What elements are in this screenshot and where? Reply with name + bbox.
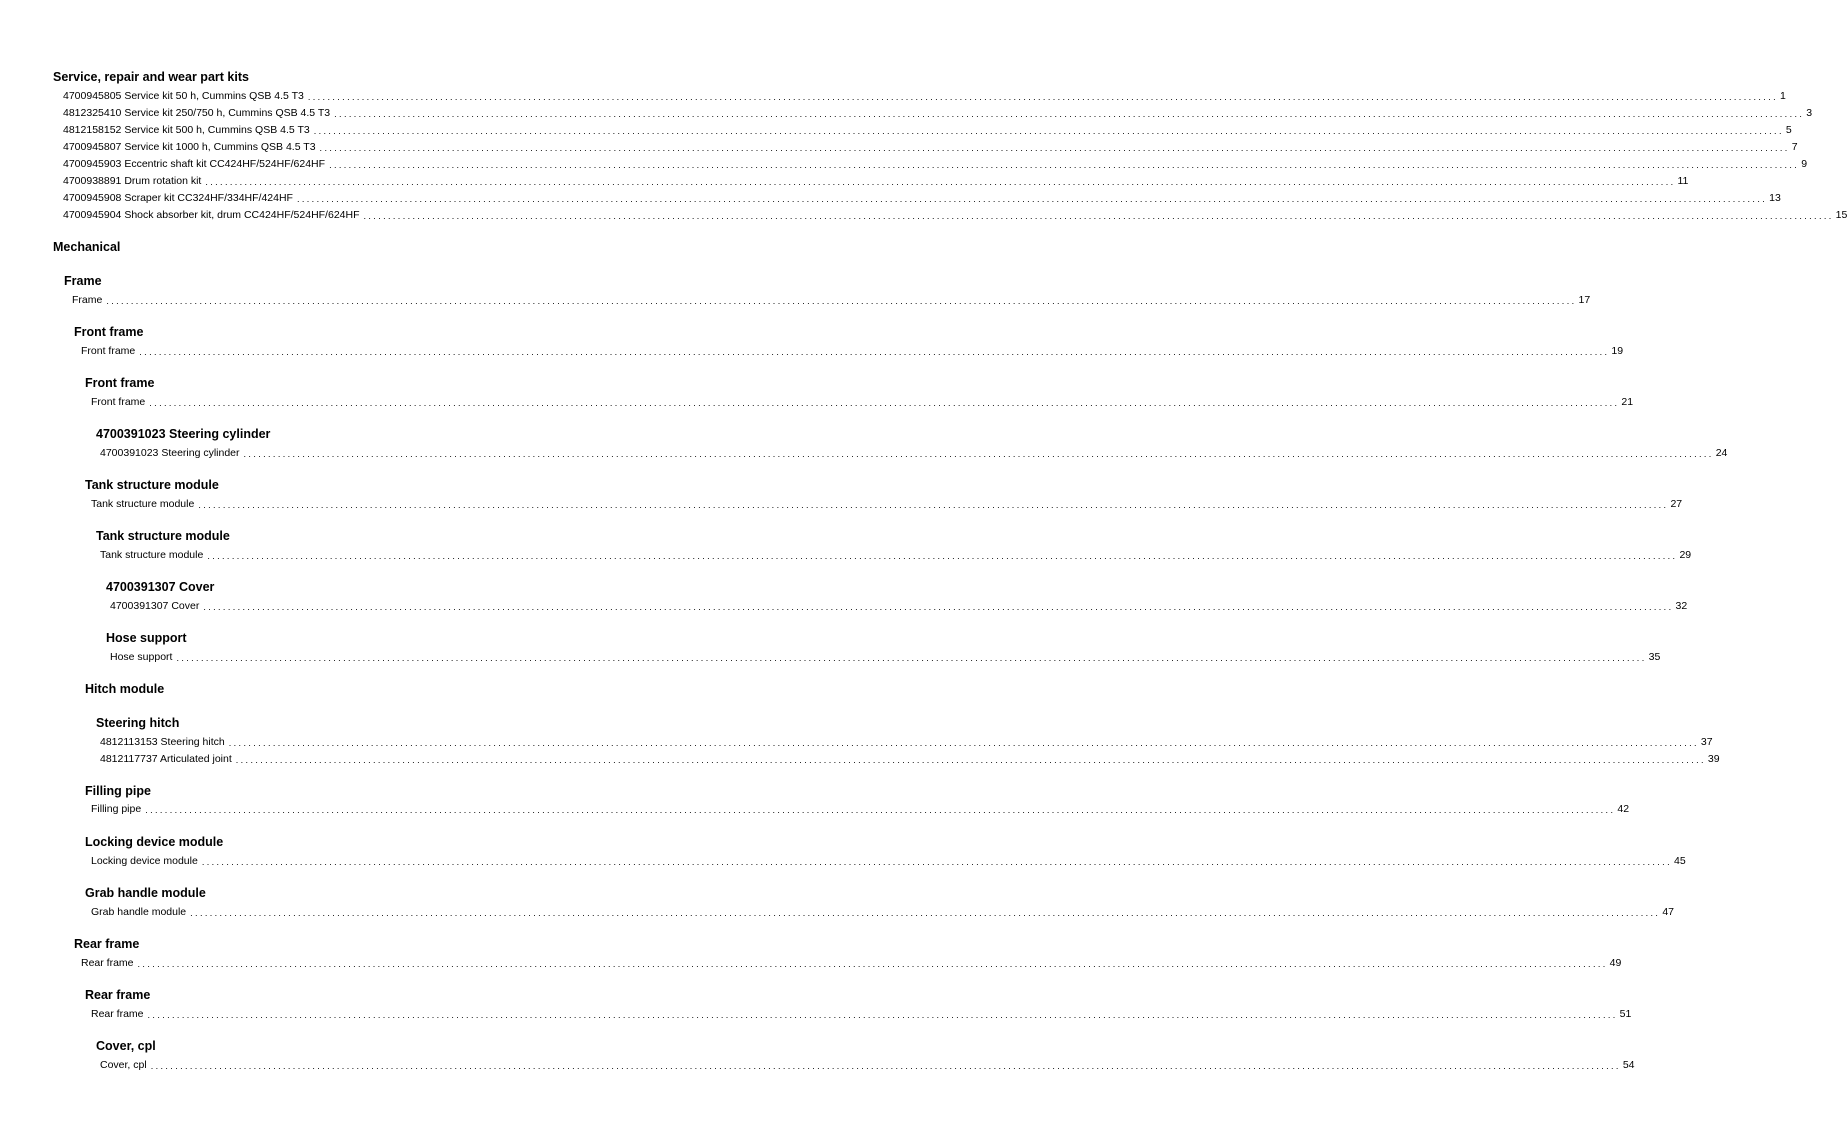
- toc-entry[interactable]: [63, 174, 1689, 188]
- leader-dots: ............................................................................................................................................................................................................................................................................................................: [307, 92, 1779, 102]
- toc-heading: Service, repair and wear part kits: [53, 70, 249, 84]
- toc-entry-label: 4700945807 Service kit 1000 h, Cummins QSB 4.5 T3: [63, 141, 316, 153]
- toc-heading: Hose support: [106, 631, 187, 645]
- toc-entry[interactable]: [91, 802, 1630, 816]
- toc-entry[interactable]: [100, 548, 1692, 562]
- toc-page-number: 54: [1622, 1059, 1635, 1071]
- toc-page-number: 51: [1619, 1008, 1632, 1020]
- toc-page-number: 29: [1679, 549, 1692, 561]
- leader-dots: ............................................................................................................................................................................................................................................................................................................: [147, 1010, 1618, 1020]
- toc-entry[interactable]: [91, 905, 1674, 919]
- toc-entry[interactable]: [91, 395, 1634, 409]
- leader-dots: ............................................................................................................................................................................................................................................................................................................: [139, 347, 1610, 357]
- toc-page-number: 5: [1785, 124, 1792, 136]
- toc-entry-label: Rear frame: [81, 957, 134, 969]
- toc-entry[interactable]: [81, 344, 1624, 358]
- toc-entry-label: Hose support: [110, 651, 173, 663]
- leader-dots: ............................................................................................................................................................................................................................................................................................................: [205, 177, 1676, 187]
- leader-dots: ............................................................................................................................................................................................................................................................................................................: [145, 805, 1616, 815]
- leader-dots: ............................................................................................................................................................................................................................................................................................................: [207, 551, 1678, 561]
- toc-heading: Filling pipe: [85, 784, 151, 798]
- toc-page-number: 35: [1648, 651, 1661, 663]
- toc-entry[interactable]: [91, 497, 1683, 511]
- toc-entry-label: 4700945903 Eccentric shaft kit CC424HF/524HF/624HF: [63, 158, 326, 170]
- toc-page-number: 32: [1675, 600, 1688, 612]
- toc-page-number: 3: [1806, 107, 1813, 119]
- toc-entry[interactable]: [63, 191, 1781, 205]
- toc-heading: Hitch module: [85, 682, 165, 696]
- toc-heading: Rear frame: [74, 937, 140, 951]
- toc-entry-label: 4700391023 Steering cylinder: [100, 447, 240, 459]
- toc-entry-label: Tank structure module: [100, 549, 204, 561]
- toc-page-number: 19: [1611, 345, 1624, 357]
- leader-dots: ............................................................................................................................................................................................................................................................................................................: [228, 738, 1699, 748]
- toc-entry[interactable]: [63, 208, 1847, 222]
- toc-heading: Tank structure module: [85, 478, 219, 492]
- toc-entry-label: Tank structure module: [91, 498, 195, 510]
- toc-entry[interactable]: [63, 157, 1808, 171]
- leader-dots: ............................................................................................................................................................................................................................................................................................................: [201, 857, 1672, 867]
- toc-entry[interactable]: [110, 599, 1688, 613]
- toc-entry[interactable]: [100, 752, 1720, 766]
- toc-page-number: 11: [1677, 175, 1689, 187]
- toc-page-number: 37: [1700, 736, 1713, 748]
- toc-entry-label: Front frame: [91, 396, 146, 408]
- toc-heading: Mechanical: [53, 240, 121, 254]
- leader-dots: ............................................................................................................................................................................................................................................................................................................: [313, 126, 1784, 136]
- toc-heading: Front frame: [85, 376, 155, 390]
- toc-page-number: 7: [1791, 141, 1798, 153]
- toc-entry[interactable]: [63, 140, 1798, 154]
- toc-entry[interactable]: [100, 735, 1713, 749]
- toc-entry-label: Rear frame: [91, 1008, 144, 1020]
- toc-page-number: 39: [1707, 753, 1720, 765]
- toc-entry-label: 4700945904 Shock absorber kit, drum CC424HF/524HF/624HF: [63, 209, 360, 221]
- leader-dots: ............................................................................................................................................................................................................................................................................................................: [106, 296, 1577, 306]
- toc-page-number: 21: [1621, 396, 1634, 408]
- leader-dots: ............................................................................................................................................................................................................................................................................................................: [149, 398, 1620, 408]
- toc-entry-label: Frame: [72, 294, 103, 306]
- toc-heading: Steering hitch: [96, 716, 180, 730]
- toc-entry[interactable]: [72, 293, 1591, 307]
- toc-heading: Grab handle module: [85, 886, 206, 900]
- leader-dots: ............................................................................................................................................................................................................................................................................................................: [235, 755, 1706, 765]
- toc-entry[interactable]: [81, 956, 1622, 970]
- toc-entry-label: 4812325410 Service kit 250/750 h, Cummins QSB 4.5 T3: [63, 107, 331, 119]
- toc-entry-label: Front frame: [81, 345, 136, 357]
- toc-heading: Frame: [64, 274, 102, 288]
- toc-page-number: 1: [1780, 90, 1786, 102]
- toc-page-number: 17: [1578, 294, 1591, 306]
- toc-page-number: 27: [1670, 498, 1683, 510]
- leader-dots: ............................................................................................................................................................................................................................................................................................................: [198, 500, 1669, 510]
- toc-entry[interactable]: [100, 446, 1728, 460]
- toc-heading: Tank structure module: [96, 529, 230, 543]
- toc-entry-label: 4700391307 Cover: [110, 600, 200, 612]
- leader-dots: ............................................................................................................................................................................................................................................................................................................: [137, 959, 1608, 969]
- leader-dots: ............................................................................................................................................................................................................................................................................................................: [319, 143, 1790, 153]
- toc-entry-label: 4700945908 Scraper kit CC324HF/334HF/424HF: [63, 192, 293, 204]
- toc-entry[interactable]: [100, 1058, 1635, 1072]
- leader-dots: ............................................................................................................................................................................................................................................................................................................: [190, 908, 1661, 918]
- toc-entry-label: 4812113153 Steering hitch: [100, 736, 225, 748]
- toc-entry-label: Grab handle module: [91, 906, 187, 918]
- toc-entry-label: 4812117737 Articulated joint: [100, 753, 232, 765]
- toc-entry[interactable]: [110, 650, 1661, 664]
- leader-dots: ............................................................................................................................................................................................................................................................................................................: [363, 211, 1834, 221]
- leader-dots: ............................................................................................................................................................................................................................................................................................................: [203, 602, 1674, 612]
- leader-dots: ............................................................................................................................................................................................................................................................................................................: [296, 194, 1768, 204]
- toc-entry[interactable]: [91, 854, 1686, 868]
- toc-page-number: 13: [1769, 192, 1781, 204]
- toc-heading: 4700391307 Cover: [106, 580, 215, 594]
- toc-entry[interactable]: [63, 123, 1792, 137]
- toc-heading: Front frame: [74, 325, 144, 339]
- toc-page-number: 15: [1835, 209, 1847, 221]
- leader-dots: ............................................................................................................................................................................................................................................................................................................: [334, 109, 1805, 119]
- toc-page-number: 9: [1801, 158, 1808, 170]
- leader-dots: ............................................................................................................................................................................................................................................................................................................: [176, 653, 1647, 663]
- toc-entry[interactable]: [63, 89, 1786, 103]
- toc-entry-label: 4700938891 Drum rotation kit: [63, 175, 202, 187]
- leader-dots: ............................................................................................................................................................................................................................................................................................................: [243, 449, 1714, 459]
- toc-page-number: 24: [1715, 447, 1728, 459]
- leader-dots: ............................................................................................................................................................................................................................................................................................................: [329, 160, 1800, 170]
- toc-page-number: 49: [1609, 957, 1622, 969]
- toc-entry-label: Cover, cpl: [100, 1059, 147, 1071]
- leader-dots: ............................................................................................................................................................................................................................................................................................................: [150, 1061, 1621, 1071]
- toc-heading: 4700391023 Steering cylinder: [96, 427, 271, 441]
- toc-page-number: 45: [1673, 855, 1686, 867]
- toc-entry-label: Locking device module: [91, 855, 198, 867]
- toc-heading: Locking device module: [85, 835, 224, 849]
- toc-entry-label: 4812158152 Service kit 500 h, Cummins QSB 4.5 T3: [63, 124, 310, 136]
- toc-entry-label: 4700945805 Service kit 50 h, Cummins QSB 4.5 T3: [63, 90, 304, 102]
- toc-entry[interactable]: [63, 106, 1813, 120]
- toc-entry[interactable]: [91, 1007, 1632, 1021]
- toc-heading: Rear frame: [85, 988, 151, 1002]
- toc-heading: Cover, cpl: [96, 1039, 156, 1053]
- toc-page-number: 47: [1662, 906, 1674, 918]
- toc-page-number: 42: [1617, 803, 1630, 815]
- toc-entry-label: Filling pipe: [91, 803, 142, 815]
